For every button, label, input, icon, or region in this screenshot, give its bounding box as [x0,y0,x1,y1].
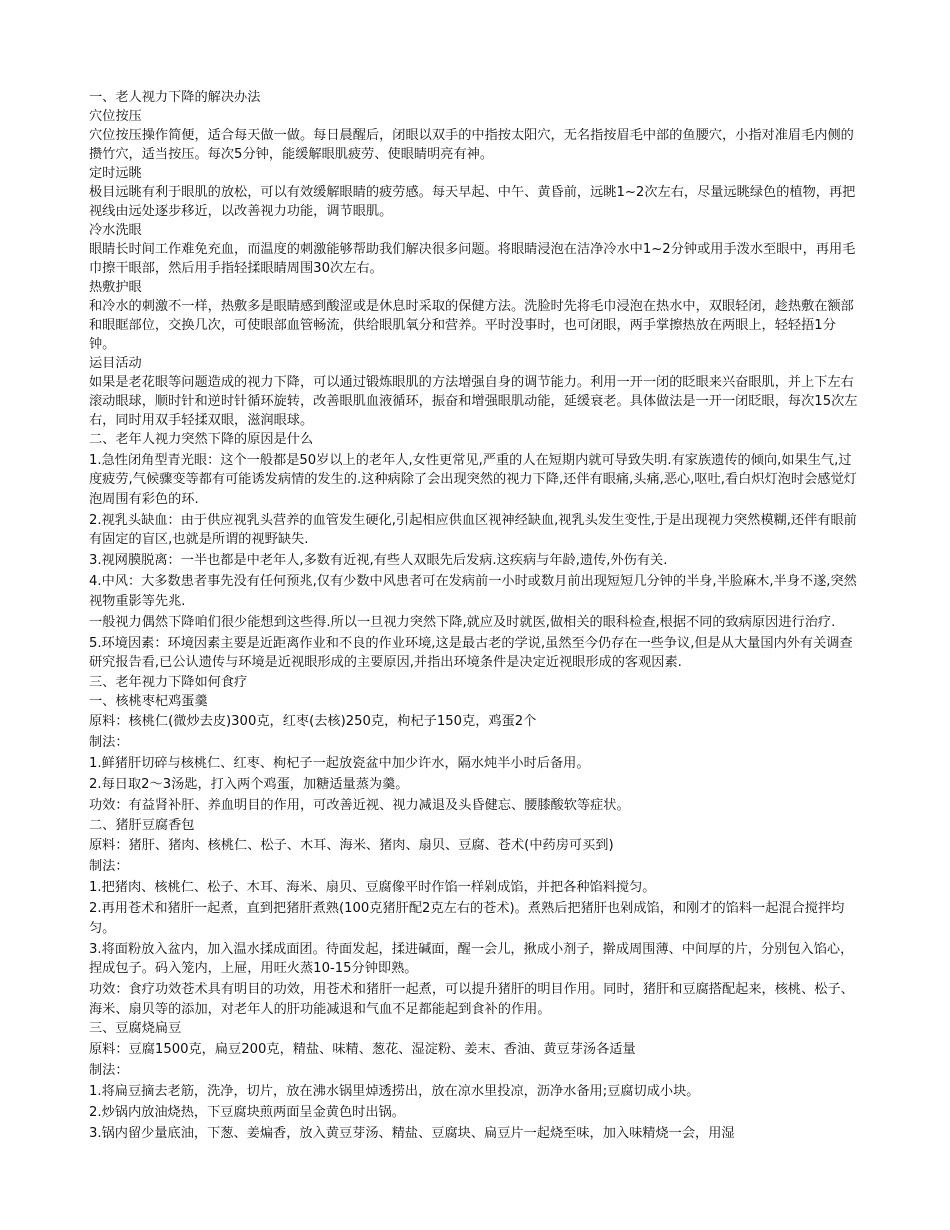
recipe-1-ingredients: 原料：核桃仁(微炒去皮)300克，红枣(去核)250克，枸杞子150克，鸡蛋2个 [89,714,537,729]
section-heading-2: 二、老年人视力突然下降的原因是什么 [89,432,314,447]
recipe-2-step-3: 3.将面粉放入盆内，加入温水揉成面团。待面发起，揉进碱面，醒一会儿，揪成小剂子，擀成周围薄、中间厚的片，分别包入馅心，捏成包子。码入笼内，上屉，用旺火蒸10-15分钟即熟。 [89,941,854,976]
recipe-title-2: 二、猪肝豆腐香包 [89,817,195,833]
paragraph-cause-environment: 5.环境因素：环境因素主要是近距离作业和不良的作业环境,这是最古老的学说,虽然至今仍存在一些争议,但是从大量国内外有关调查研究报告看,已公认遗传与环境是近视眼形成的主要原因,并指出环境条件是决定近视眼形成的客观因素. [89,635,853,670]
recipe-3-step-2: 2.炒锅内放油烧热，下豆腐块煎两面呈金黄色时出锅。 [89,1104,405,1120]
paragraph-cold-water: 眼睛长时间工作难免充血，而温度的刺激能够帮助我们解决很多问题。将眼睛浸泡在洁净冷水中1~2分钟或用手泼水至眼中，再用毛巾擦干眼部，然后用手指轻揉眼睛周围30次左右。 [89,242,856,276]
paragraph-hot-compress: 和冷水的刺激不一样，热敷多是眼睛感到酸涩或是休息时采取的保健方法。洗脸时先将毛巾浸泡在热水中，双眼轻闭，趁热敷在额部和眼眶部位，交换几次，可使眼部血管畅流，供给眼肌氧分和营养。平时没事时，也可闭眼，两手掌擦热放在两眼上，轻轻捂1分钟。 [89,299,854,352]
section-heading-3: 三、老年视力下降如何食疗 [89,674,248,690]
recipe-3-step-1: 1.将扁豆摘去老筋，洗净，切片，放在沸水锅里焯透捞出，放在凉水里投凉，沥净水备用;豆腐切成小块。 [89,1083,700,1099]
paragraph-advice-seek-care: 一般视力偶然下降咱们很少能想到这些得.所以一旦视力突然下降,就应及时就医,做相关的眼科检查,根据不同的致病原因进行治疗. [89,614,836,630]
recipe-3-step-3: 3.锅内留少量底油，下葱、姜煸香，放入黄豆芽汤、精盐、豆腐块、扁豆片一起烧至味，加入味精烧一会，用湿 [89,1125,735,1141]
recipe-2-step-1: 1.把猪肉、核桃仁、松子、木耳、海米、扇贝、豆腐像平时作馅一样剁成馅，并把各种馅料搅匀。 [89,880,656,895]
paragraph-cause-retinal-detachment: 3.视网膜脱离：一半也都是中老年人,多数有近视,有些人双眼先后发病.这疾病与年龄,遗传,外伤有关. [89,553,668,568]
recipe-3-method-label: 制法： [89,1062,129,1078]
paragraph-cause-glaucoma: 1.急性闭角型青光眼：这个一般都是50岁以上的老年人,女性更常见,严重的人在短期内就可导致失明.有家族遗传的倾向,如果生气,过度疲劳,气候骤变等都有可能诱发病情的发生的.这种病除了会出现突然的视力下降,还伴有眼痛,头痛,恶心,呕吐,看白炽灯泡时会感觉灯泡周围有彩色的环. [89,452,857,507]
recipe-1-step-1: 1.鲜猪肝切碎与核桃仁、红枣、枸杞子一起放瓷盆中加少许水，隔水炖半小时后备用。 [89,756,590,771]
recipe-1-effect: 功效：有益肾补肝、养血明目的作用，可改善近视、视力减退及头昏健忘、腰膝酸软等症状。 [89,798,630,813]
subheading-acupressure: 穴位按压 [89,109,142,124]
recipe-2-step-2: 2.再用苍术和猪肝一起煮，直到把猪肝煮熟(100克猪肝配2克左右的苍术)。煮熟后把猪肝也剁成馅，和刚才的馅料一起混合搅拌均匀。 [89,901,845,936]
recipe-3-ingredients: 原料：豆腐1500克，扁豆200克，精盐、味精、葱花、湿淀粉、姜末、香油、黄豆芽汤各适量 [89,1041,636,1057]
subheading-cold-water: 冷水洗眼 [89,223,142,238]
recipe-title-3: 三、豆腐烧扁豆 [89,1021,182,1036]
recipe-2-effect: 功效：食疗功效苍术具有明目的功效，用苍术和猪肝一起煮，可以提升猪肝的明目作用。同时，猪肝和豆腐搭配起来，核桃、松子、海米、扇贝等的添加，对老年人的肝功能减退和气血不足都能起到食补的作用。 [89,982,854,1017]
section-heading-1: 一、老人视力下降的解决办法 [89,90,261,105]
paragraph-acupressure: 穴位按压操作简便，适合每天做一做。每日晨醒后，闭眼以双手的中指按太阳穴，无名指按眉毛中部的鱼腰穴，小指对准眉毛内侧的攒竹穴，适当按压。每次5分钟，能缓解眼肌疲劳、使眼睛明亮有神。 [89,128,854,162]
paragraph-gaze-distance: 极目远眺有利于眼肌的放松，可以有效缓解眼睛的疲劳感。每天早起、中午、黄昏前，远眺1~2次左右，尽量远眺绿色的植物，再把视线由远处逐步移近，以改善视力功能，调节眼肌。 [89,185,856,219]
subheading-eye-exercise: 运目活动 [89,356,142,371]
paragraph-eye-exercise: 如果是老花眼等问题造成的视力下降，可以通过锻炼眼肌的方法增强自身的调节能力。利用一开一闭的眨眼来兴奋眼肌，并上下左右滚动眼球，顺时针和逆时针循环旋转，改善眼肌血液循环，振奋和增强眼肌动能，延缓衰老。具体做法是一开一闭眨眼，每次15次左右，同时用双手轻揉双眼，滋润眼球。 [89,375,858,428]
recipe-title-1: 一、核桃枣杞鸡蛋羹 [89,693,208,709]
paragraph-cause-stroke: 4.中风：大多数患者事先没有任何预兆,仅有少数中风患者可在发病前一小时或数月前出现短短几分钟的半身,半脸麻木,半身不遂,突然视物重影等先兆. [89,574,857,609]
paragraph-cause-optic-ischemia: 2.视乳头缺血：由于供应视乳头营养的血管发生硬化,引起相应供血区视神经缺血,视乳头发生变性,于是出现视力突然模糊,还伴有眼前有固定的盲区,也就是所谓的视野缺失. [89,512,857,547]
recipe-1-step-2: 2.每日取2～3汤匙，打入两个鸡蛋，加糖适量蒸为羹。 [89,777,409,792]
recipe-2-method-label: 制法： [89,859,129,874]
subheading-gaze-distance: 定时远眺 [89,166,142,181]
document-page [89,88,859,1143]
recipe-2-ingredients: 原料：猪肝、猪肉、核桃仁、松子、木耳、海米、猪肉、扇贝、豆腐、苍术(中药房可买到) [89,838,614,853]
subheading-hot-compress: 热敷护眼 [89,280,142,295]
recipe-1-method-label: 制法： [89,735,129,750]
